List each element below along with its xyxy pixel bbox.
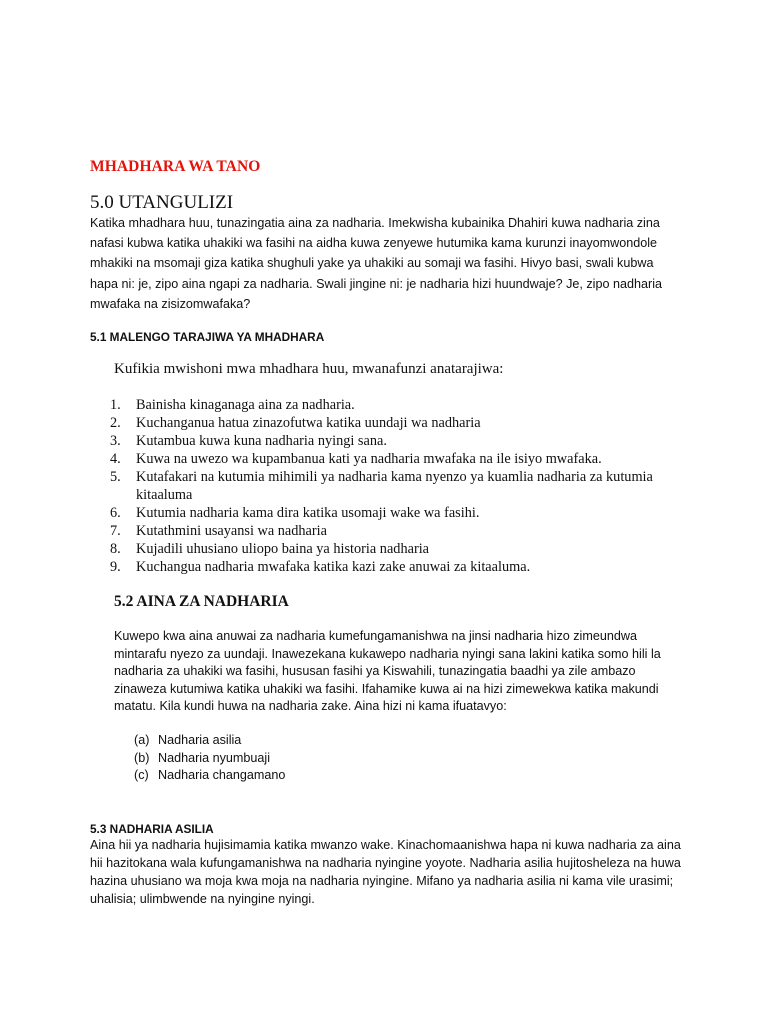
list-item bbox=[110, 414, 670, 432]
list-item-text: Kuwa na uwezo wa kupambanua kati ya nadharia mwafaka na ile isiyo mwafaka. bbox=[136, 451, 602, 467]
list-item-text: Bainisha kinaganaga aina za nadharia. bbox=[136, 397, 355, 413]
list-item-text: Nadharia nyumbuaji bbox=[158, 750, 271, 765]
types-paragraph: Kuwepo kwa aina anuwai za nadharia kumefungamanishwa na jinsi nadharia hizo zimeundwa mintarafu nyezo za uundaji. Inawezekana kukawepo nadharia nyingi sana lakini katika somo hili la nadharia za uhakiki wa fasihi, hususan fasihi ya Kiswahili, tunazingatia baadhi ya zile ambazo zinaweza kutumiwa katika uhakiki wa fasihi. Ifahamike kuwa ai na hizi zimewekwa katika makundi matatu. Kila kundi huwa na nadharia zake. Aina hizi ni kama ifuatavyo: bbox=[114, 629, 661, 713]
list-item bbox=[110, 504, 670, 522]
intro-paragraph: Katika mhadhara huu, tunazingatia aina za nadharia. Imekwisha kubainika Dhahiri kuwa nadharia zina nafasi kubwa katika uhakiki wa fasihi na aidha kuwa zenyewe hutumika kama kurunzi inayomwondole mhakiki na msomaji giza katika shughuli yake ya uhakiki au somaji wa fasihi. Hivyo basi, swali kubwa hapa ni: je, zipo aina ngapi za nadharia. Swali jingine ni: je nadharia hizi huundwaje? Je, zipo nadharia mwafaka na zisizomwafaka? bbox=[90, 216, 663, 311]
asilia-paragraph: Aina hii ya nadharia hujisimamia katika mwanzo wake. Kinachomaanishwa hapa ni kuwa nadharia za aina hii hazitokana wala kufungamanishwa na nadharia nyingine yoyote. Nadharia asilia hujitosheleza na huwa hazina uhusiano wa moja kwa moja na nadharia nyingine. Mifano ya nadharia asilia ni kama vile urasimi; uhalisia; ulimbwende na nyingine nyingi. bbox=[90, 838, 681, 906]
list-number: 3. bbox=[110, 433, 121, 449]
list-marker: (c) bbox=[134, 768, 149, 782]
list-item bbox=[110, 522, 670, 540]
list-item bbox=[134, 750, 634, 768]
list-item-text: Kutambua kuwa kuna nadharia nyingi sana. bbox=[136, 433, 387, 449]
list-item-text: Kujadili uhusiano uliopo baina ya historia nadharia bbox=[136, 541, 430, 557]
list-marker: (b) bbox=[134, 750, 150, 765]
list-item bbox=[110, 468, 670, 504]
list-item bbox=[110, 432, 670, 450]
list-item bbox=[110, 540, 670, 558]
objectives-heading: 5.1 MALENGO TARAJIWA YA MHADHARA bbox=[90, 330, 325, 344]
list-item bbox=[110, 396, 670, 414]
list-item-text: Nadharia asilia bbox=[158, 733, 242, 747]
list-number: 8. bbox=[110, 541, 121, 557]
list-number: 5. bbox=[110, 469, 121, 485]
types-heading: 5.2 AINA ZA NADHARIA bbox=[114, 593, 289, 610]
list-number: 7. bbox=[110, 523, 121, 539]
list-item bbox=[134, 732, 634, 750]
list-number: 1. bbox=[110, 397, 121, 413]
list-item-text: Kuchangua nadharia mwafaka katika kazi zake anuwai za kitaaluma. bbox=[136, 559, 531, 575]
objectives-list bbox=[110, 396, 670, 576]
asilia-heading: 5.3 NADHARIA ASILIA bbox=[90, 822, 214, 836]
intro-heading: 5.0 UTANGULIZI bbox=[90, 192, 234, 213]
list-item bbox=[110, 558, 670, 576]
list-item bbox=[134, 767, 634, 785]
types-list bbox=[134, 732, 634, 785]
list-number: 4. bbox=[110, 451, 121, 467]
list-item-text: Kuchanganua hatua zinazofutwa katika uundaji wa nadharia bbox=[136, 415, 481, 431]
list-item-text: Nadharia changamano bbox=[158, 768, 286, 782]
list-item-text: Kutafakari na kutumia mihimili ya nadharia kama nyenzo ya kuamlia nadharia za kutumia kitaaluma bbox=[136, 469, 653, 503]
list-item bbox=[110, 450, 670, 468]
list-number: 2. bbox=[110, 415, 121, 431]
list-marker: (a) bbox=[134, 733, 150, 747]
list-item-text: Kutumia nadharia kama dira katika usomaji wake wa fasihi. bbox=[136, 505, 480, 521]
list-item-text: Kutathmini usayansi wa nadharia bbox=[136, 523, 327, 539]
list-number: 6. bbox=[110, 505, 121, 521]
objectives-intro: Kufikia mwishoni mwa mhadhara huu, mwanafunzi anatarajiwa: bbox=[114, 361, 504, 377]
document-title: MHADHARA WA TANO bbox=[90, 158, 261, 175]
list-number: 9. bbox=[110, 559, 121, 575]
